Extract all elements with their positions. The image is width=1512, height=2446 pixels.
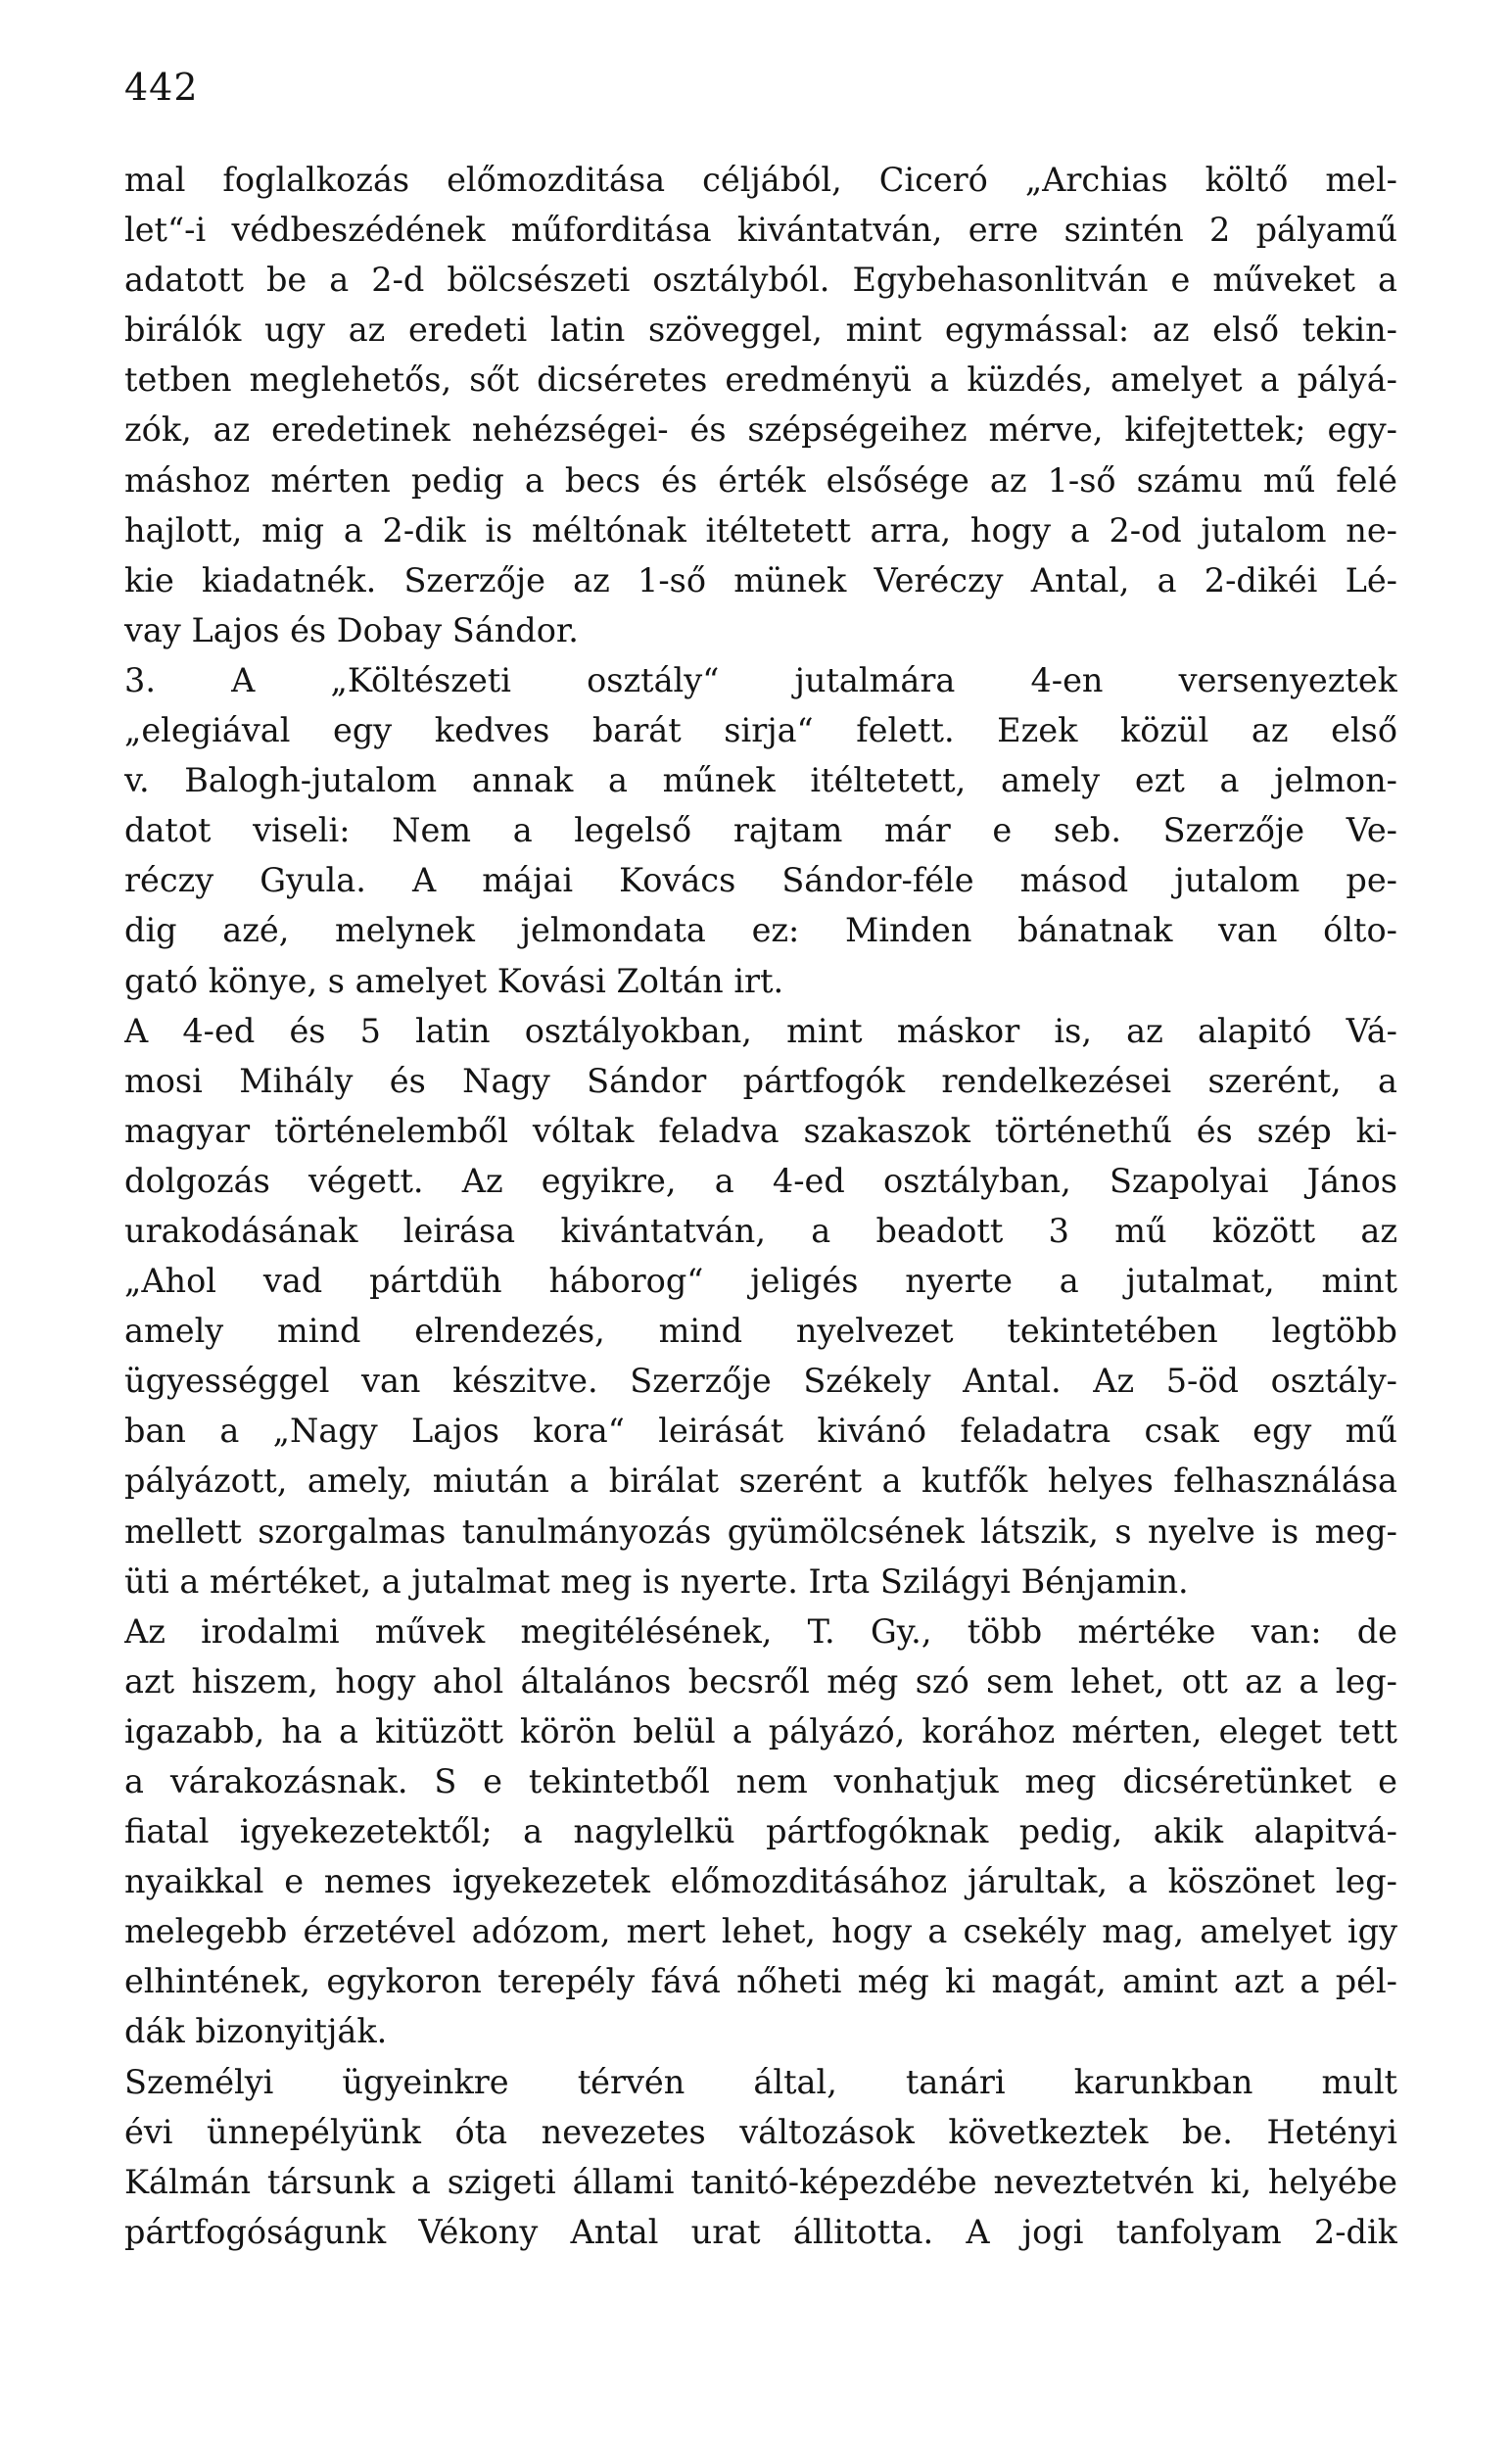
- text-line: datot viseli: Nem a legelső rajtam már e seb. Szerzője Ve-: [124, 811, 1397, 850]
- text-line: igazabb, ha a kitüzött körön belül a pályázó, korához mérten, eleget tett: [124, 1711, 1397, 1751]
- text-line: Az irodalmi művek megitélésének, T. Gy., több mértéke van: de: [124, 1611, 1397, 1651]
- text-line: elhintének, egykoron terepély fává nőheti még ki magát, amint azt a pél-: [124, 1962, 1397, 2001]
- text-line: Személyi ügyeinkre térvén által, tanári karunkban mult: [124, 2062, 1397, 2101]
- text-line: adatott be a 2-d bölcsészeti osztályból. Egybehasonlitván e műveket a: [124, 261, 1397, 300]
- text-line: kie kiadatnék. Szerzője az 1-ső münek Veréczy Antal, a 2-dikéi Lé-: [124, 560, 1397, 600]
- text-line: nyaikkal e nemes igyekezetek előmozditásához járultak, a köszönet leg-: [124, 1862, 1397, 1901]
- text-line: réczy Gyula. A májai Kovács Sándor-féle másod jutalom pe-: [124, 861, 1397, 900]
- text-line: urakodásának leirása kivántatván, a beadott 3 mű között az: [124, 1211, 1397, 1250]
- text-line: ban a „Nagy Lajos kora“ leirását kivánó feladatra csak egy mű: [124, 1412, 1397, 1451]
- text-line: vay Lajos és Dobay Sándor.: [124, 610, 579, 649]
- text-line: amely mind elrendezés, mind nyelvezet tekintetében legtöbb: [124, 1312, 1397, 1351]
- page-text-body: [124, 155, 1397, 2257]
- text-line: mal foglalkozás előmozditása céljából, Ciceró „Archias költő mel-: [124, 161, 1397, 199]
- text-line: máshoz mérten pedig a becs és érték elsősége az 1-ső számu mű felé: [124, 460, 1397, 500]
- text-line: gató könye, s amelyet Kovási Zoltán irt.: [124, 961, 784, 1000]
- text-line: Kálmán társunk a szigeti állami tanitó-képezdébe neveztetvén ki, helyébe: [124, 2162, 1397, 2201]
- text-line: dig azé, melynek jelmondata ez: Minden bánatnak van ólto-: [124, 911, 1397, 950]
- text-line: melegebb érzetével adózom, mert lehet, hogy a csekély mag, amelyet igy: [124, 1912, 1397, 1951]
- text-line: azt hiszem, hogy ahol általános becsről még szó sem lehet, ott az a leg-: [124, 1661, 1397, 1701]
- text-line: évi ünnepélyünk óta nevezetes változások következtek be. Hetényi: [124, 2112, 1397, 2151]
- text-line: A 4-ed és 5 latin osztályokban, mint máskor is, az alapitó Vá-: [124, 1011, 1397, 1050]
- text-line: fiatal igyekezetektől; a nagylelkü pártfogóknak pedig, akik alapitvá-: [124, 1812, 1397, 1851]
- text-line: magyar történelemből vóltak feladva szakaszok történethű és szép ki-: [124, 1111, 1397, 1150]
- text-line: pártfogóságunk Vékony Antal urat állitotta. A jogi tanfolyam 2-dik: [124, 2212, 1397, 2251]
- text-line: ügyességgel van készitve. Szerzője Székely Antal. Az 5-öd osztály-: [124, 1362, 1397, 1401]
- text-line: pályázott, amely, miután a birálat szerént a kutfők helyes felhasználása: [124, 1462, 1397, 1501]
- text-line: üti a mértéket, a jutalmat meg is nyerte. Irta Szilágyi Bénjamin.: [124, 1561, 1189, 1601]
- text-line: dák bizonyitják.: [124, 2012, 388, 2051]
- text-line: 3. A „Költészeti osztály“ jutalmára 4-en versenyeztek: [124, 660, 1397, 699]
- text-line: tetben meglehetős, sőt dicséretes eredményü a küzdés, amelyet a pályá-: [124, 360, 1397, 400]
- text-line: dolgozás végett. Az egyikre, a 4-ed osztályban, Szapolyai János: [124, 1161, 1397, 1200]
- text-line: hajlott, mig a 2-dik is méltónak itéltetett arra, hogy a 2-od jutalom ne-: [124, 510, 1397, 550]
- text-line: „elegiával egy kedves barát sirja“ felett. Ezek közül az első: [124, 711, 1397, 750]
- text-line: zók, az eredetinek nehézségei- és szépségeihez mérve, kifejtettek; egy-: [124, 410, 1397, 450]
- text-line: let“-i védbeszédének műforditása kivántatván, erre szintén 2 pályamű: [124, 211, 1397, 250]
- text-line: v. Balogh-jutalom annak a műnek itéltetett, amely ezt a jelmon-: [124, 761, 1397, 800]
- text-line: mellett szorgalmas tanulmányozás gyümölcsének látszik, s nyelve is meg-: [124, 1511, 1397, 1551]
- text-line: birálók ugy az eredeti latin szöveggel, mint egymással: az első tekin-: [124, 311, 1397, 350]
- page-number: 442: [124, 66, 199, 109]
- text-line: a várakozásnak. S e tekintetből nem vonhatjuk meg dicséretünket e: [124, 1762, 1397, 1800]
- text-line: mosi Mihály és Nagy Sándor pártfogók rendelkezései szerént, a: [124, 1061, 1397, 1100]
- text-line: „Ahol vad pártdüh háborog“ jeligés nyerte a jutalmat, mint: [124, 1262, 1397, 1301]
